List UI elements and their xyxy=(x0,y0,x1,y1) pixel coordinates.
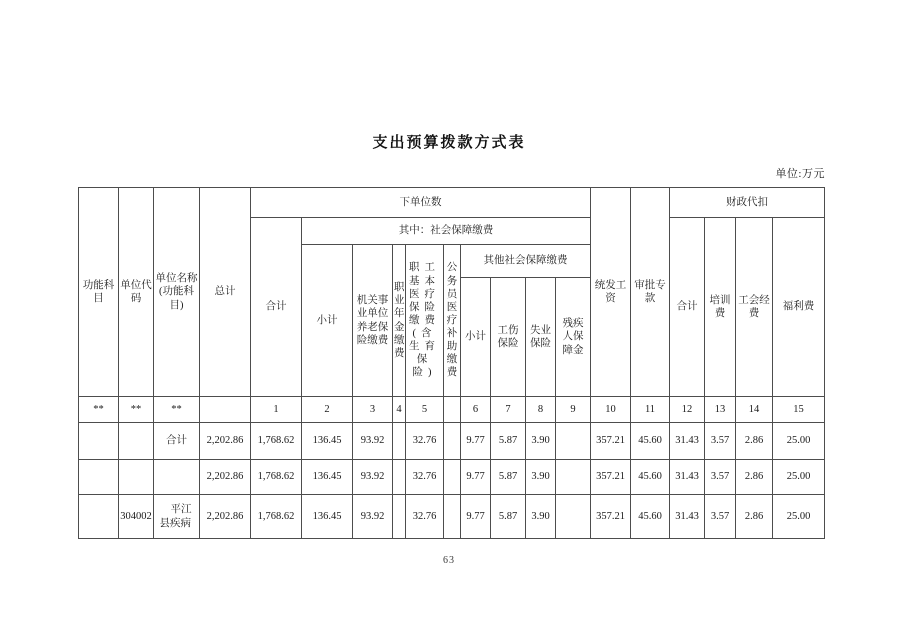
table-cell xyxy=(393,460,406,495)
table-cell: 1,768.62 xyxy=(251,460,302,495)
header-gov-pension: 机关事业单位养老保险缴费 xyxy=(353,245,393,397)
table-cell: 5.87 xyxy=(491,460,526,495)
header-work-injury-label: 工伤保险 xyxy=(497,324,519,349)
table-cell xyxy=(556,423,591,460)
header-welfare-fee: 福利费 xyxy=(773,218,825,397)
header-fiscal-withholding: 财政代扣 xyxy=(670,188,825,218)
table-cell xyxy=(119,423,154,460)
header-union-fee: 工会经费 xyxy=(736,218,773,397)
col-index-cell: 2 xyxy=(302,397,353,423)
col-index-cell: 9 xyxy=(556,397,591,423)
table-cell: 357.21 xyxy=(591,423,631,460)
table-cell: 136.45 xyxy=(302,460,353,495)
table-cell: 9.77 xyxy=(461,423,491,460)
table-cell: 2,202.86 xyxy=(200,495,251,539)
table-cell: 93.92 xyxy=(353,423,393,460)
table-row-total xyxy=(79,423,825,460)
table-cell: 2,202.86 xyxy=(200,423,251,460)
table-cell: 25.00 xyxy=(773,423,825,460)
table-cell: 31.43 xyxy=(670,423,705,460)
table-cell: 136.45 xyxy=(302,423,353,460)
header-approved-special-funds: 审批专款 xyxy=(631,188,670,397)
table-cell: 5.87 xyxy=(491,495,526,539)
table-cell: 45.60 xyxy=(631,423,670,460)
table-cell: 1,768.62 xyxy=(251,423,302,460)
table-cell: 2.86 xyxy=(736,423,773,460)
header-lower-units: 下单位数 xyxy=(251,188,591,218)
table-cell xyxy=(444,423,461,460)
header-disability-fund-label: 残疾人保障金 xyxy=(562,318,584,356)
table-cell-unit-code: 304002 xyxy=(119,495,154,539)
col-index-cell: 5 xyxy=(406,397,444,423)
header-other-social-security: 其他社会保障缴费 xyxy=(461,245,591,278)
header-training-fee: 培训费 xyxy=(705,218,736,397)
table-cell: 1,768.62 xyxy=(251,495,302,539)
table-cell: 25.00 xyxy=(773,460,825,495)
table-cell xyxy=(393,423,406,460)
table-cell xyxy=(154,460,200,495)
header-fw-total: 合计 xyxy=(670,218,705,397)
table-cell: 136.45 xyxy=(302,495,353,539)
header-function-subject: 功能科目 xyxy=(79,188,119,397)
table-cell: 5.87 xyxy=(491,423,526,460)
table-cell-row-label: 合计 xyxy=(154,423,200,460)
page-number: 63 xyxy=(443,555,455,566)
header-work-injury xyxy=(491,278,526,397)
table-cell: 3.57 xyxy=(705,460,736,495)
header-ss-subtotal: 小计 xyxy=(302,245,353,397)
col-index-cell: 3 xyxy=(353,397,393,423)
budget-allocation-table xyxy=(78,187,825,539)
col-index-cell: 14 xyxy=(736,397,773,423)
header-unemployment-label: 失业保险 xyxy=(530,324,551,349)
col-index-cell: 11 xyxy=(631,397,670,423)
header-unified-salary: 统发工资 xyxy=(591,188,631,397)
table-cell xyxy=(556,495,591,539)
page-title: 支出预算拨款方式表 xyxy=(372,134,526,151)
table-cell: 45.60 xyxy=(631,460,670,495)
header-disability-fund xyxy=(556,278,591,397)
unit-name-text: 平江县疾病 xyxy=(159,504,192,529)
col-index-cell: 7 xyxy=(491,397,526,423)
table-cell: 2,202.86 xyxy=(200,460,251,495)
col-index-cell: ** xyxy=(119,397,154,423)
header-unit-name: 单位名称(功能科目) xyxy=(154,188,200,397)
table-cell: 32.76 xyxy=(406,460,444,495)
table-cell xyxy=(79,460,119,495)
col-index-cell: 12 xyxy=(670,397,705,423)
table-cell xyxy=(79,423,119,460)
table-cell: 45.60 xyxy=(631,495,670,539)
col-index-cell: 15 xyxy=(773,397,825,423)
table-cell: 3.57 xyxy=(705,423,736,460)
table-cell: 32.76 xyxy=(406,495,444,539)
table-cell: 32.76 xyxy=(406,423,444,460)
table-row-unit xyxy=(79,495,825,539)
table-row-blank xyxy=(79,460,825,495)
table-cell xyxy=(79,495,119,539)
col-index-cell: ** xyxy=(79,397,119,423)
table-cell xyxy=(444,460,461,495)
table-cell: 3.90 xyxy=(526,423,556,460)
table-cell: 357.21 xyxy=(591,495,631,539)
header-grand-total: 总计 xyxy=(200,188,251,397)
table-cell: 9.77 xyxy=(461,460,491,495)
header-lower-units-total: 合计 xyxy=(251,218,302,397)
header-social-security-of-which: 其中：社会保障缴费 xyxy=(302,218,591,245)
col-index-cell: 8 xyxy=(526,397,556,423)
unit-note: 单位:万元 xyxy=(775,168,825,180)
table-cell: 3.90 xyxy=(526,495,556,539)
col-index-cell: 4 xyxy=(393,397,406,423)
table-cell: 31.43 xyxy=(670,495,705,539)
col-index-cell xyxy=(444,397,461,423)
col-index-cell: 10 xyxy=(591,397,631,423)
header-occupational-annuity: 职业年金缴费 xyxy=(393,245,406,397)
header-unemployment xyxy=(526,278,556,397)
table-cell: 3.90 xyxy=(526,460,556,495)
table-cell: 9.77 xyxy=(461,495,491,539)
table-cell-unit-name xyxy=(154,495,200,539)
header-unit-code: 单位代码 xyxy=(119,188,154,397)
table-cell: 93.92 xyxy=(353,460,393,495)
table-cell: 25.00 xyxy=(773,495,825,539)
header-basic-medical: 职工基本医疗保险缴费(含生育保险) xyxy=(406,245,444,397)
table-cell xyxy=(393,495,406,539)
col-index-cell: 1 xyxy=(251,397,302,423)
table-cell xyxy=(444,495,461,539)
table-cell xyxy=(119,460,154,495)
table-cell: 2.86 xyxy=(736,495,773,539)
table-cell: 31.43 xyxy=(670,460,705,495)
col-index-cell: ** xyxy=(154,397,200,423)
header-civil-servant-medical: 公务员医疗补助缴费 xyxy=(444,245,461,397)
col-index-cell: 6 xyxy=(461,397,491,423)
col-index-cell: 13 xyxy=(705,397,736,423)
table-cell: 3.57 xyxy=(705,495,736,539)
col-index-cell xyxy=(200,397,251,423)
table-cell: 357.21 xyxy=(591,460,631,495)
header-other-subtotal: 小计 xyxy=(461,278,491,397)
table-cell: 2.86 xyxy=(736,460,773,495)
table-cell: 93.92 xyxy=(353,495,393,539)
table-cell xyxy=(556,460,591,495)
